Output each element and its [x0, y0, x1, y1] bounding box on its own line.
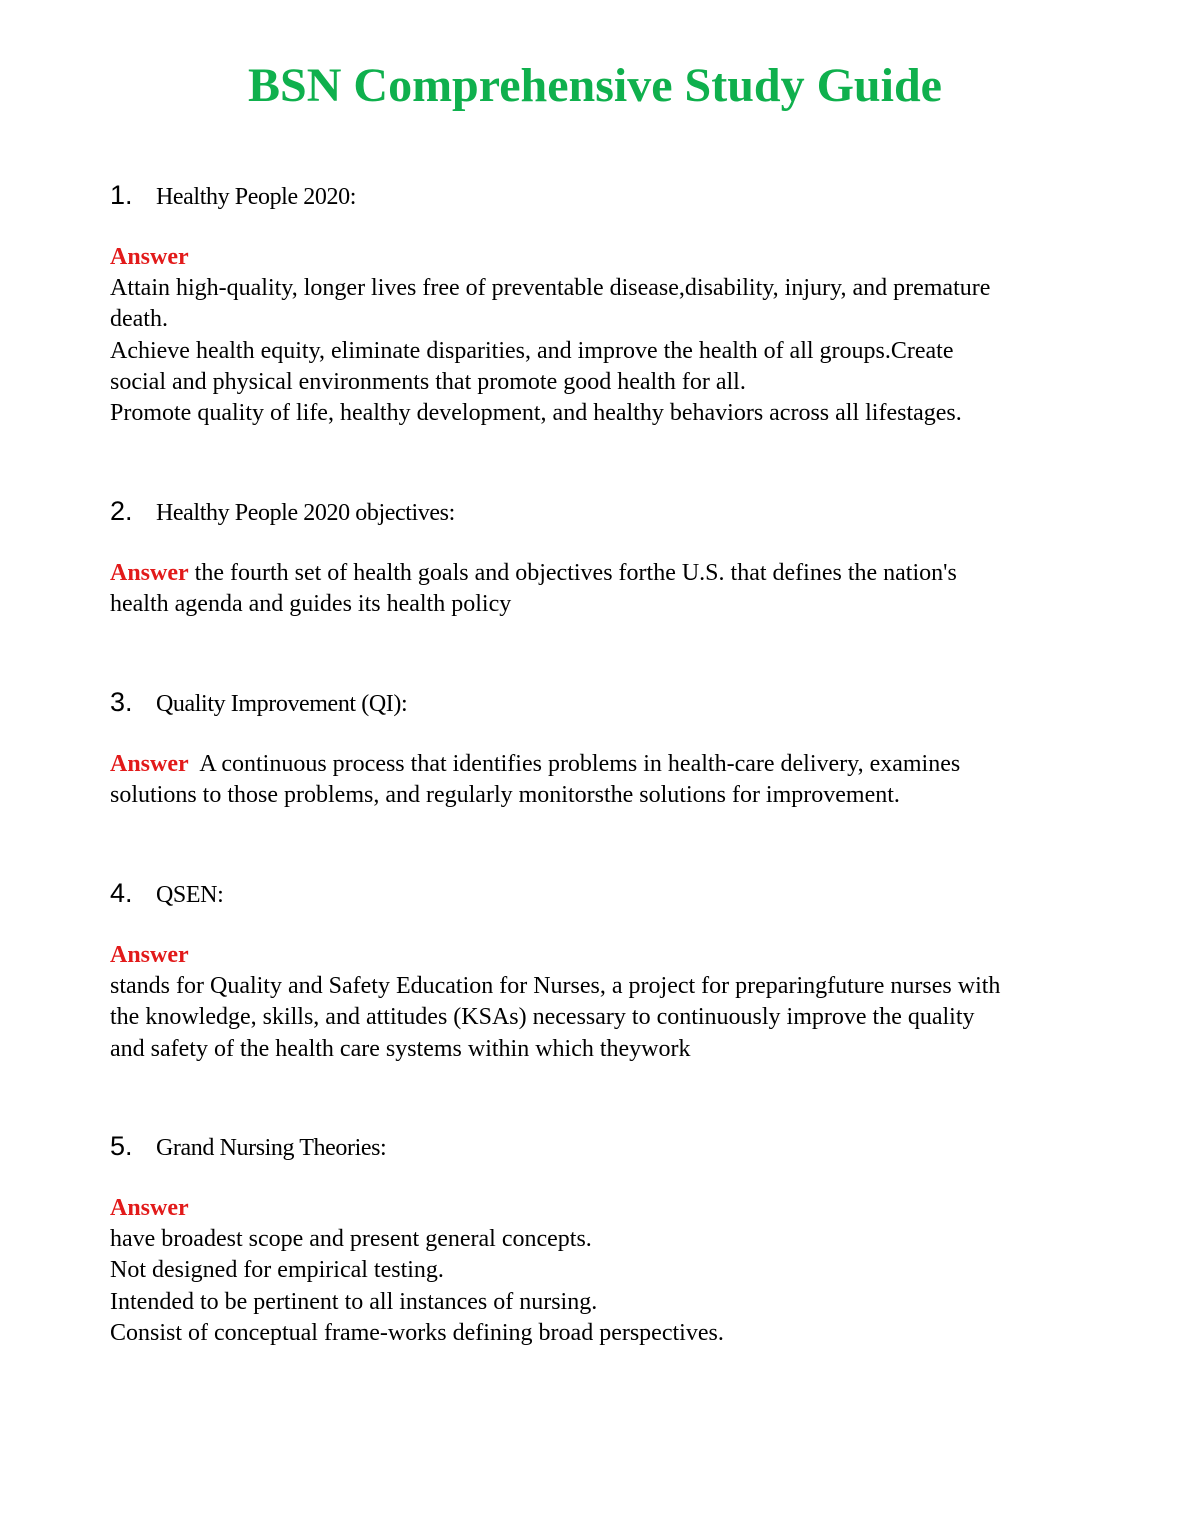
answer-line: health agenda and guides its health policy	[110, 591, 512, 618]
question-text: QSEN:	[156, 882, 224, 908]
answer-label: Answer	[110, 560, 189, 586]
answer-line: and safety of the health care systems within which theywork	[110, 1035, 691, 1062]
question-text: Healthy People 2020:	[156, 184, 356, 210]
answer-2	[110, 558, 1100, 620]
question-4	[110, 878, 223, 910]
answer-line: Achieve health equity, eliminate disparities, and improve the health of all groups.Create	[110, 337, 954, 364]
question-3	[110, 687, 407, 719]
question-text: Healthy People 2020 objectives:	[156, 500, 455, 526]
answer-3	[110, 749, 1100, 811]
page-title: BSN Comprehensive Study Guide	[248, 59, 942, 112]
answer-line: Not designed for empirical testing.	[110, 1257, 444, 1284]
answer-line: stands for Quality and Safety Education for Nurses, a project for preparingfuture nurses with	[110, 973, 1001, 1000]
answer-inline-text: the fourth set of health goals and objectives forthe U.S. that defines the nation's	[188, 560, 957, 586]
answer-line: death.	[110, 306, 168, 333]
question-text: Grand Nursing Theories:	[156, 1135, 387, 1161]
answer-line: solutions to those problems, and regularly monitorsthe solutions for improvement.	[110, 782, 900, 809]
answer-inline-text: A continuous process that identifies problems in health-care delivery, examines	[188, 751, 961, 777]
answer-label: Answer	[110, 942, 189, 968]
question-number: 5.	[110, 1131, 133, 1161]
answer-line: Promote quality of life, healthy development, and healthy behaviors across all lifestages.	[110, 400, 962, 427]
answer-1	[110, 242, 1100, 429]
answer-label: Answer	[110, 1195, 189, 1221]
answer-label: Answer	[110, 244, 189, 270]
answer-5	[110, 1193, 1100, 1349]
question-number: 3.	[110, 687, 133, 717]
answer-line: the knowledge, skills, and attitudes (KSAs) necessary to continuously improve the quality	[110, 1004, 975, 1031]
question-number: 2.	[110, 496, 133, 526]
answer-line: Intended to be pertinent to all instances of nursing.	[110, 1288, 598, 1315]
question-2	[110, 496, 455, 528]
answer-line: have broadest scope and present general concepts.	[110, 1226, 592, 1253]
answer-4	[110, 940, 1100, 1065]
question-5	[110, 1131, 386, 1163]
question-number: 1.	[110, 180, 133, 210]
question-1	[110, 180, 356, 212]
question-text: Quality Improvement (QI):	[156, 691, 408, 717]
answer-label: Answer	[110, 751, 189, 777]
answer-line: Attain high-quality, longer lives free of preventable disease,disability, injury, and premature	[110, 275, 991, 302]
question-number: 4.	[110, 878, 133, 908]
answer-line: Consist of conceptual frame-works defining broad perspectives.	[110, 1319, 724, 1346]
answer-line: social and physical environments that promote good health for all.	[110, 368, 746, 395]
